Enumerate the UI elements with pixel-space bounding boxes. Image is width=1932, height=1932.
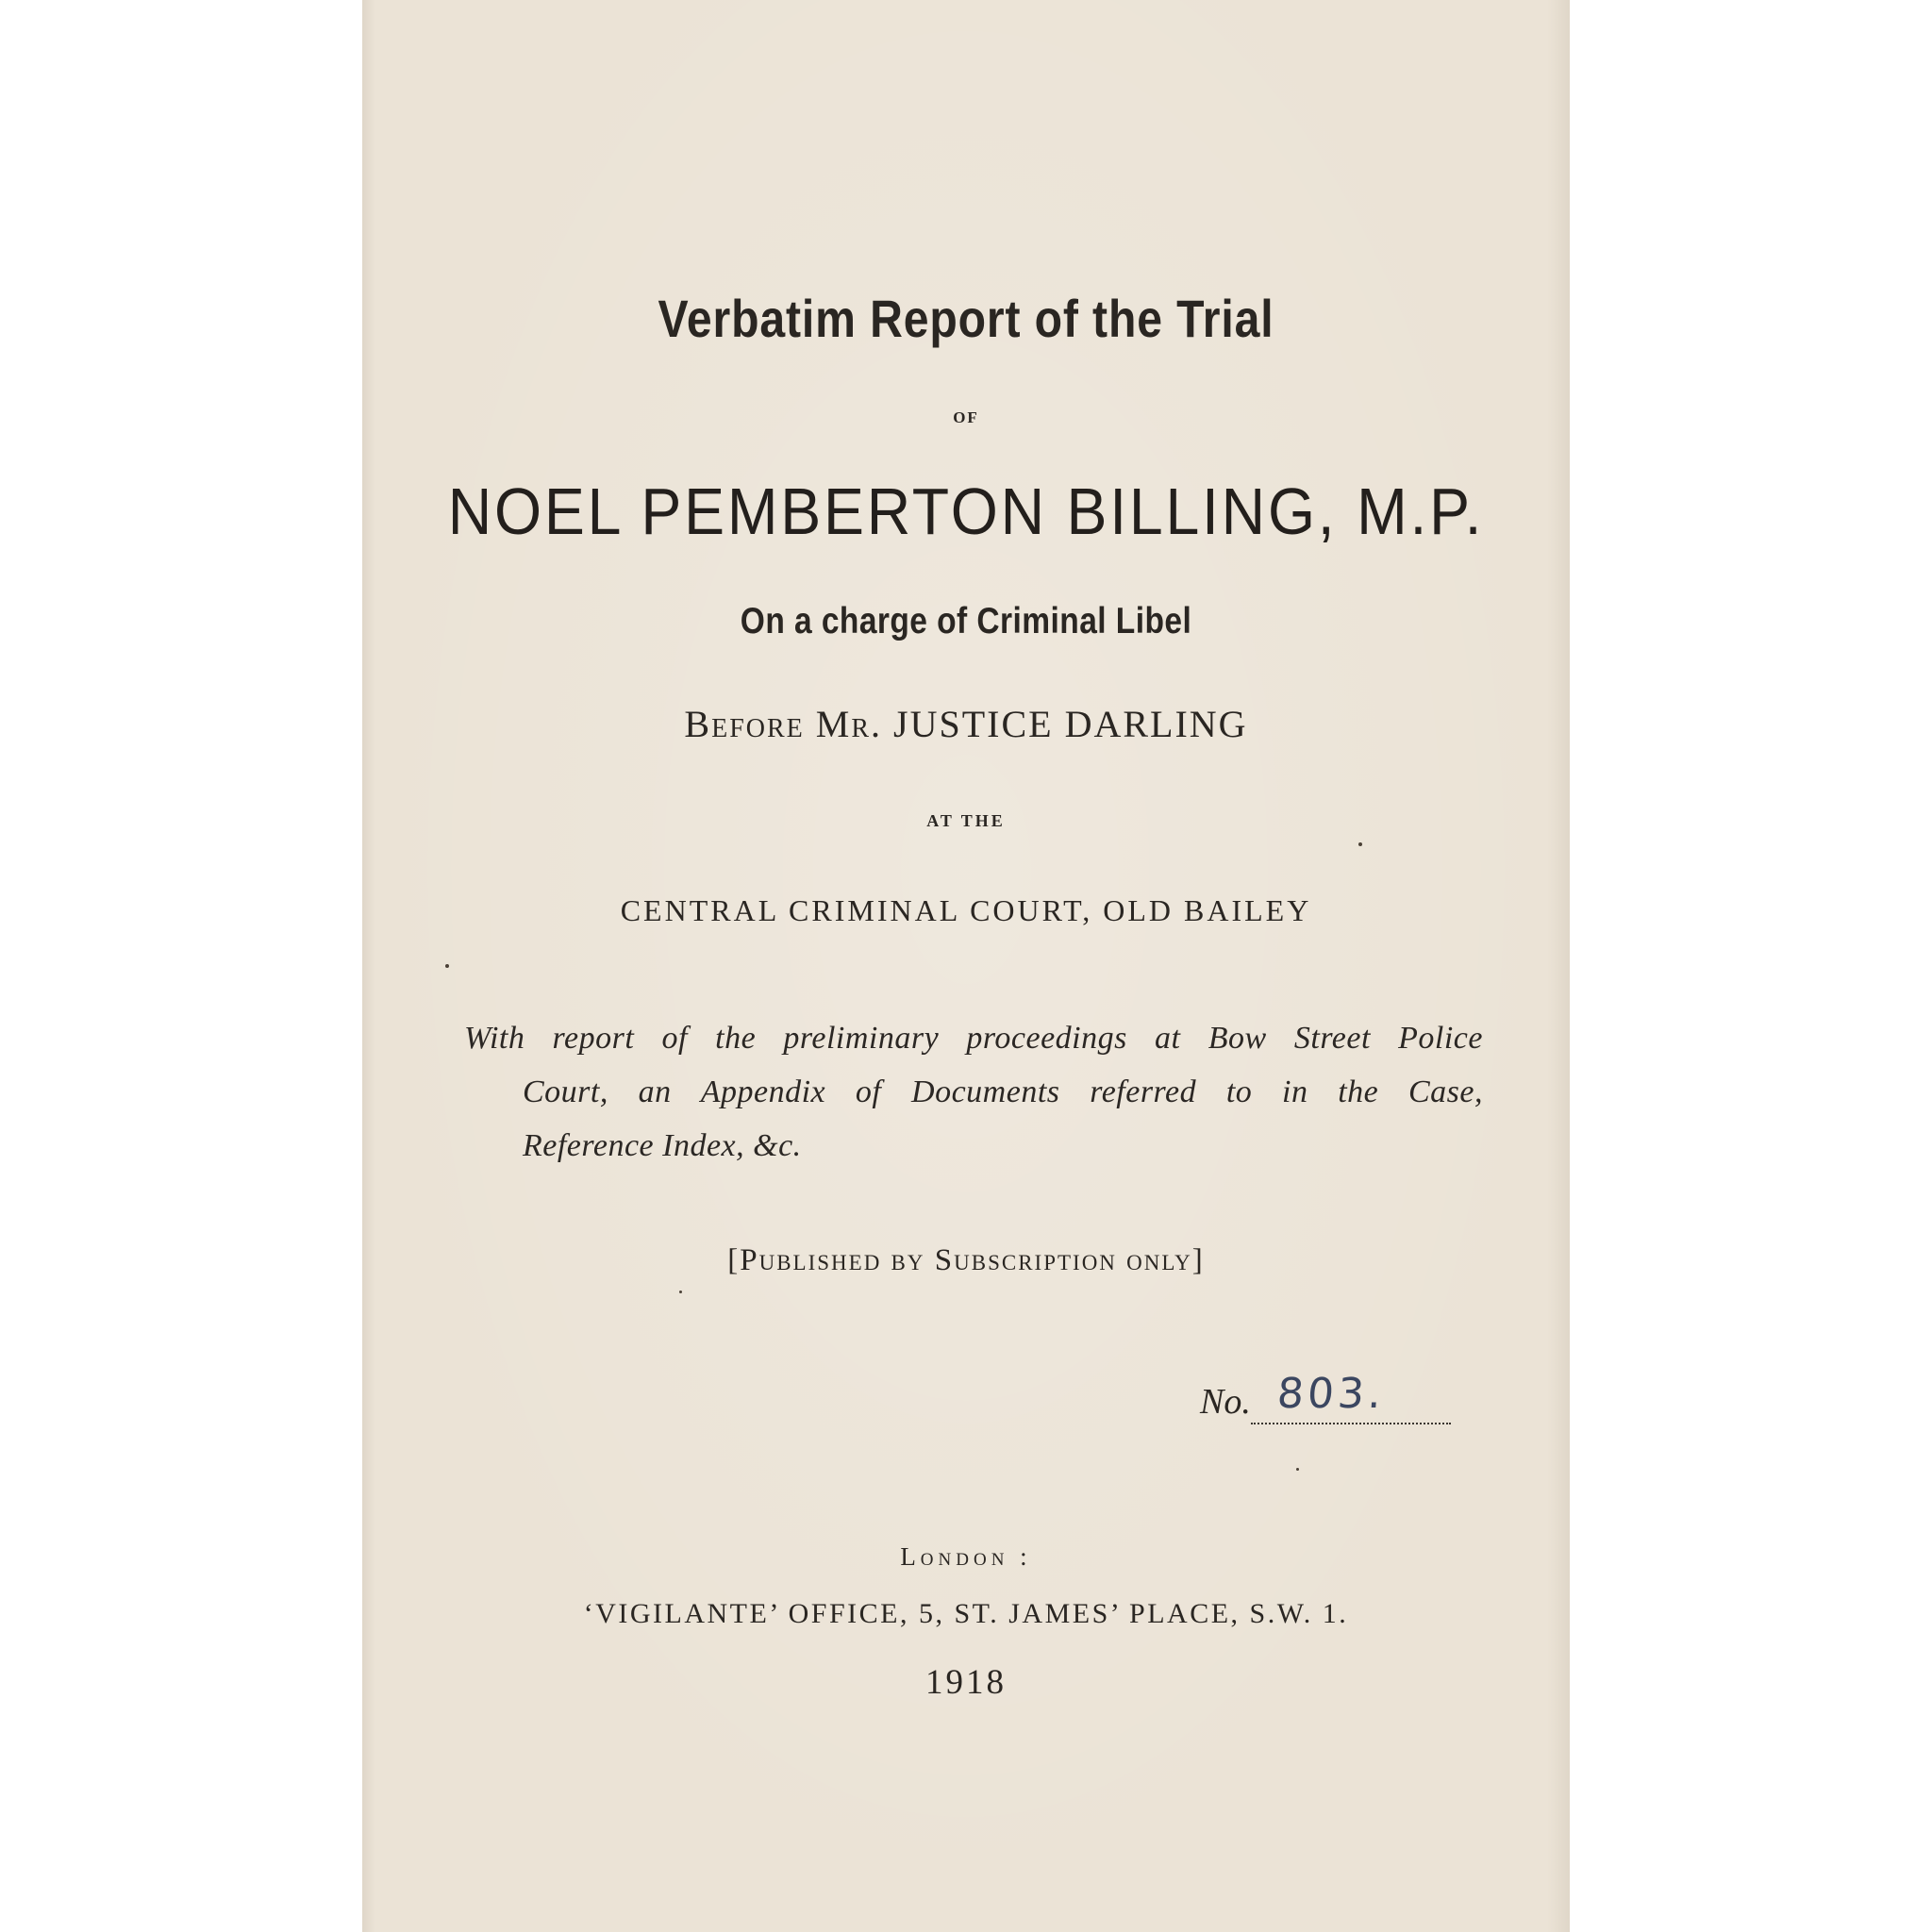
title-page bbox=[362, 0, 1570, 1932]
paper-speck bbox=[1296, 1468, 1299, 1471]
copy-number bbox=[1200, 1370, 1483, 1436]
paper-speck bbox=[1358, 842, 1362, 846]
description-line: With report of the preliminary proceedings at Bow Street Police bbox=[464, 1021, 1483, 1056]
publication-year: 1918 bbox=[925, 1663, 1007, 1702]
description-line: Reference Index, &c. bbox=[523, 1128, 802, 1163]
dotted-rule bbox=[1251, 1423, 1451, 1424]
court-name: CENTRAL CRIMINAL COURT, OLD BAILEY bbox=[620, 893, 1312, 927]
at-the-connector: AT THE bbox=[926, 811, 1006, 830]
judge-line: Before Mr. JUSTICE DARLING bbox=[684, 703, 1248, 745]
description-paragraph bbox=[464, 1011, 1483, 1173]
copy-number-label: No. bbox=[1200, 1382, 1251, 1422]
of-connector: OF bbox=[953, 408, 979, 426]
charge-line: On a charge of Criminal Libel bbox=[740, 601, 1192, 641]
paper-speck bbox=[445, 964, 449, 968]
imprint-address: ‘VIGILANTE’ OFFICE, 5, ST. JAMES’ PLACE, S.W. 1. bbox=[583, 1598, 1349, 1629]
book-title: Verbatim Report of the Trial bbox=[658, 289, 1274, 348]
defendant-name: NOEL PEMBERTON BILLING, M.P. bbox=[447, 475, 1485, 548]
copy-number-value: 803. bbox=[1275, 1370, 1387, 1418]
paper-speck bbox=[679, 1291, 682, 1293]
imprint-city: London : bbox=[900, 1542, 1032, 1571]
description-line: Court, an Appendix of Documents referred to in the Case, bbox=[523, 1074, 1483, 1109]
publication-note: [Published by Subscription only] bbox=[727, 1243, 1205, 1277]
